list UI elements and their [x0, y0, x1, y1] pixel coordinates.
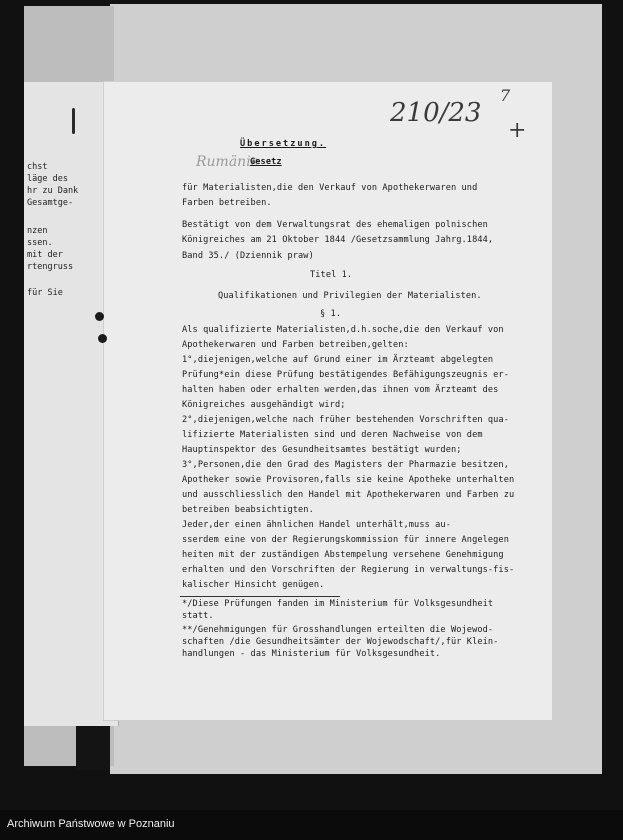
section-title: Titel 1.	[310, 270, 353, 280]
body-line: Apothekerwaren und Farben betreiben,gelten:	[182, 340, 409, 350]
body-line: Prüfung*ein diese Prüfung bestätigendes Befähigungszeugnis er-	[182, 370, 509, 380]
left-fragment: rtengruss	[27, 262, 74, 272]
body-line: Als qualifizierte Materialisten,d.h.soche,die den Verkauf von	[182, 325, 504, 335]
title-line: Bestätigt von dem Verwaltungsrat des ehemaligen polnischen	[182, 220, 488, 230]
body-line: und ausschliesslich den Handel mit Apothekerwaren und Farben zu	[182, 490, 515, 500]
body-line: halten haben oder erhalten werden,das ihnen vom Ärzteamt des	[182, 385, 499, 395]
archive-footer	[0, 810, 623, 840]
document-heading: Übersetzung.	[240, 139, 327, 149]
body-line: sserdem eine von der Regierungskommission für innere Angelegen	[182, 535, 509, 545]
paragraph-mark: § 1.	[320, 309, 342, 319]
handwritten-superscript: 7	[500, 86, 511, 105]
title-line: Farben betreiben.	[182, 198, 272, 208]
body-line: kalischer Hinsicht genügen.	[182, 580, 325, 590]
section-subtitle: Qualifikationen und Privilegien der Materialisten.	[218, 291, 482, 301]
body-line: Jeder,der einen ähnlichen Handel unterhält,muss au-	[182, 520, 451, 530]
body-line: 1°,diejenigen,welche auf Grund einer im Ärzteamt abgelegten	[182, 355, 494, 365]
left-fragment: hr zu Dank	[27, 186, 79, 196]
left-fragment: ssen.	[27, 238, 53, 248]
body-line: lifizierte Materialisten sind und deren Nachweise von dem	[182, 430, 483, 440]
left-fragment: mit der	[27, 250, 63, 260]
left-fragment: chst	[27, 162, 48, 172]
footnote-rule	[180, 596, 340, 597]
footnote-line: **/Genehmigungen für Grosshandlungen erteilten die Wojewod-	[182, 625, 494, 635]
title-line: Band 35./ (Dziennik praw)	[182, 251, 314, 261]
document-title: Gesetz	[250, 157, 282, 167]
title-line: Königreiches am 21 Oktober 1844 /Gesetzsammlung Jahrg.1844,	[182, 235, 494, 245]
body-line: 3°,Personen,die den Grad des Magisters der Pharmazie besitzen,	[182, 460, 509, 470]
left-fragment: Gesamtge-	[27, 198, 74, 208]
handwritten-cross: +	[508, 118, 527, 143]
footnote-line: */Diese Prüfungen fanden im Ministerium für Volksgesundheit	[182, 599, 494, 609]
punch-hole-icon	[98, 334, 107, 343]
left-fragment: läge des	[27, 174, 68, 184]
handwritten-file-number: 210/23	[390, 98, 482, 128]
footnote-line: handlungen - das Ministerium für Volksgesundheit.	[182, 649, 441, 659]
body-line: erhalten und den Vorschriften der Regierung in verwaltungs-fis-	[182, 565, 515, 575]
pencil-note: Rumänie	[196, 154, 259, 170]
body-line: Hauptinspektor des Gesundheitsamtes bestätigt wurden;	[182, 445, 462, 455]
body-line: heiten mit der zuständigen Abstempelung versehene Genehmigung	[182, 550, 504, 560]
footnote-line: schaften /die Gesundheitsämter der Wojewodschaft/,für Klein-	[182, 637, 499, 647]
archive-label: Archiwum Państwowe w Poznaniu	[7, 818, 175, 830]
punch-hole-icon	[95, 312, 104, 321]
footnote-line: statt.	[182, 611, 214, 621]
body-line: 2°,diejenigen,welche nach früher bestehenden Vorschriften qua-	[182, 415, 509, 425]
title-line: für Materialisten,die den Verkauf von Apothekerwaren und	[182, 183, 478, 193]
body-line: Königreiches ausgehändigt wird;	[182, 400, 346, 410]
left-fragment: für Sie	[27, 288, 63, 298]
body-line: Apotheker sowie Provisoren,falls sie keine Apotheke unterhalten	[182, 475, 515, 485]
body-line: betreiben beabsichtigten.	[182, 505, 314, 515]
left-fragment: nzen	[27, 226, 48, 236]
staple-icon	[72, 108, 75, 134]
